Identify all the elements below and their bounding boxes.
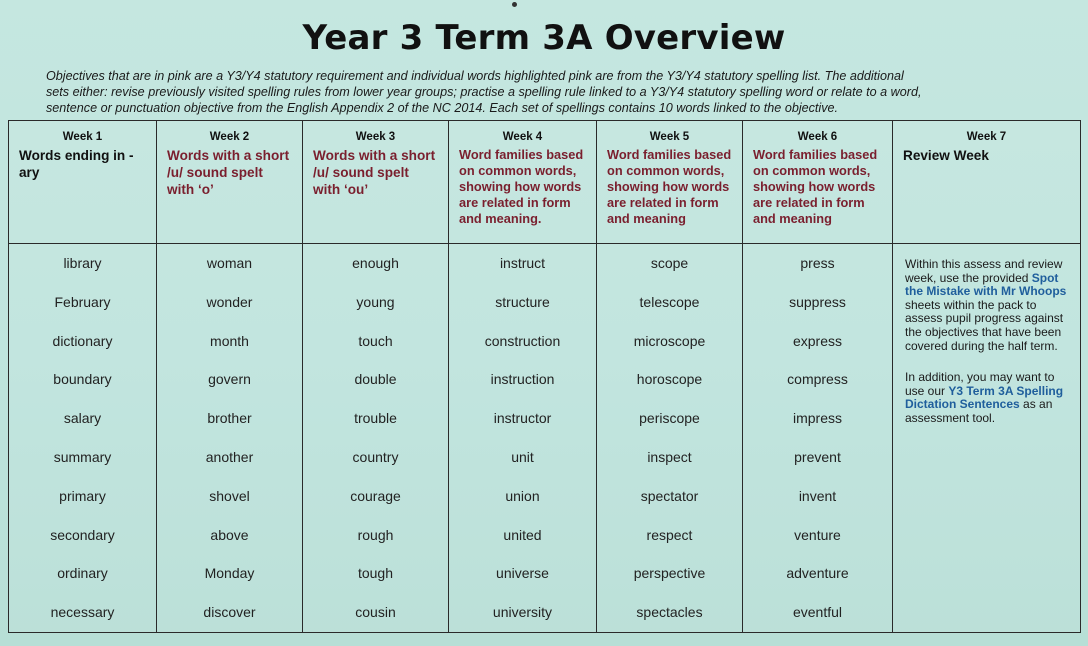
week-3-header (303, 121, 449, 244)
spelling-word: microscope (633, 332, 706, 349)
week-1-header (9, 121, 157, 244)
spelling-word: structure (495, 293, 550, 310)
week-4-objective: Word families based on common words, showing how words are related in form and meaning. (459, 147, 584, 226)
spelling-word: adventure (786, 565, 849, 582)
intro-line-1: Objectives that are in pink are a Y3/Y4 statutory requirement and individual words highlighted pink are from the Y3/Y4 statutory spelling list. The additional (46, 69, 904, 83)
spelling-word: trouble (354, 410, 397, 427)
overview-table-wrapper (8, 120, 1080, 626)
spelling-word: Monday (204, 565, 255, 582)
week-5-header (597, 121, 743, 244)
spelling-word: above (210, 526, 249, 543)
spot-the-mistake-link[interactable]: Spot the Mistake with Mr Whoops (905, 270, 1067, 299)
spelling-word: telescope (639, 293, 700, 310)
spelling-word: brother (207, 410, 252, 427)
spelling-word: horoscope (636, 371, 703, 388)
week-3-label: Week 3 (355, 131, 396, 143)
spelling-word: country (352, 448, 399, 465)
spelling-word: courage (350, 487, 401, 504)
spelling-word: respect (646, 526, 693, 543)
spelling-word: woman (206, 255, 253, 271)
spelling-word: young (356, 293, 395, 310)
spelling-word: scope (650, 255, 689, 271)
spelling-word: primary (59, 487, 106, 504)
week-6-words (743, 244, 893, 633)
week-6-objective: Word families based on common words, showing how words are related in form and meaning (753, 147, 878, 226)
review-paragraph-1 (905, 258, 1070, 353)
intro-line-3: sentence or punctuation objective from the English Appendix 2 of the NC 2014. Each set of spellings contains 10 words linked to the objective. (46, 101, 839, 115)
spelling-word: tough (357, 565, 394, 582)
spelling-word: united (503, 526, 542, 543)
header-row (9, 121, 1081, 244)
week-2-words (157, 244, 303, 633)
spelling-word: month (210, 332, 249, 349)
spelling-word: suppress (789, 293, 846, 310)
spelling-word: spectator (640, 487, 699, 504)
spelling-word: instructor (493, 410, 552, 427)
week-7-label: Week 7 (966, 131, 1007, 143)
review-text-2a: In addition, you may want to use our (905, 370, 1055, 398)
spelling-word: library (63, 255, 102, 271)
spelling-word: periscope (639, 410, 700, 427)
week-7-objective: Review Week (903, 148, 989, 163)
spelling-word: invent (798, 487, 837, 504)
spelling-word: spectacles (636, 604, 703, 621)
intro-paragraph (46, 68, 1062, 116)
spelling-word: double (354, 371, 397, 388)
spelling-word: secondary (50, 526, 115, 543)
week-2-label: Week 2 (209, 131, 250, 143)
week-6-header (743, 121, 893, 244)
week-5-objective: Word families based on common words, showing how words are related in form and meaning (607, 147, 732, 226)
spelling-word: perspective (633, 565, 706, 582)
week-6-label: Week 6 (797, 131, 838, 143)
spelling-word: construction (484, 332, 561, 349)
spelling-word: summary (53, 448, 112, 465)
page-title: Year 3 Term 3A Overview (302, 18, 786, 58)
spelling-word: eventful (792, 604, 843, 621)
spelling-word: express (792, 332, 843, 349)
week-4-words (449, 244, 597, 633)
week-4-header (449, 121, 597, 244)
spelling-word: enough (352, 255, 399, 271)
spelling-word: inspect (647, 448, 692, 465)
week-1-objective: Words ending in -ary (19, 148, 134, 180)
spelling-word: another (205, 448, 254, 465)
week-7-header (893, 121, 1081, 244)
spelling-word: impress (792, 410, 842, 427)
spelling-word: union (505, 487, 540, 504)
week-1-words (9, 244, 157, 633)
punch-hole-mark (512, 2, 517, 7)
week-3-objective: Words with a short /u/ sound spelt with ‘ou’ (313, 148, 436, 197)
spelling-word: touch (358, 332, 393, 349)
spelling-word: unit (511, 448, 534, 465)
spelling-word: govern (208, 371, 251, 388)
words-row (9, 244, 1081, 633)
spelling-word: salary (63, 410, 102, 427)
review-text-1a: Within this assess and review week, use the provided (905, 257, 1063, 285)
spelling-word: venture (794, 526, 841, 543)
review-week-notes (893, 244, 1081, 633)
intro-line-2: sets either: revise previously visited spelling rules from lower year groups; practise a spelling rule linked to a Y3/Y4 statutory spelling word or relate to a word, (46, 85, 922, 99)
week-1-label: Week 1 (62, 131, 103, 143)
spelling-word: compress (787, 371, 848, 388)
spelling-word: discover (203, 604, 256, 621)
spelling-word: ordinary (57, 565, 108, 582)
spelling-word: cousin (355, 604, 396, 621)
spelling-word: dictionary (52, 332, 113, 349)
spelling-word: shovel (209, 487, 250, 504)
week-2-objective: Words with a short /u/ sound spelt with ‘o’ (167, 148, 290, 197)
spelling-word: necessary (50, 604, 115, 621)
spelling-word: university (492, 604, 553, 621)
spelling-word: rough (357, 526, 394, 543)
week-4-label: Week 4 (502, 131, 543, 143)
week-2-header (157, 121, 303, 244)
spelling-word: instruction (490, 371, 555, 388)
spelling-word: boundary (53, 371, 112, 388)
spelling-word: instruct (499, 255, 546, 271)
spelling-word: February (54, 293, 111, 310)
spelling-word: press (800, 255, 835, 271)
week-5-label: Week 5 (649, 131, 690, 143)
week-5-words (597, 244, 743, 633)
spelling-word: wonder (206, 293, 253, 310)
spelling-word: prevent (794, 448, 841, 465)
spelling-word: universe (496, 565, 549, 582)
review-text-2b: as an assessment tool. (905, 397, 1053, 425)
overview-table (8, 120, 1081, 633)
week-3-words (303, 244, 449, 633)
dictation-sentences-link[interactable]: Y3 Term 3A Spelling Dictation Sentences (905, 383, 1064, 412)
review-text-1b: sheets within the pack to assess pupil progress against the objectives that have been covered during the half term. (905, 297, 1064, 353)
review-paragraph-2 (905, 371, 1070, 425)
